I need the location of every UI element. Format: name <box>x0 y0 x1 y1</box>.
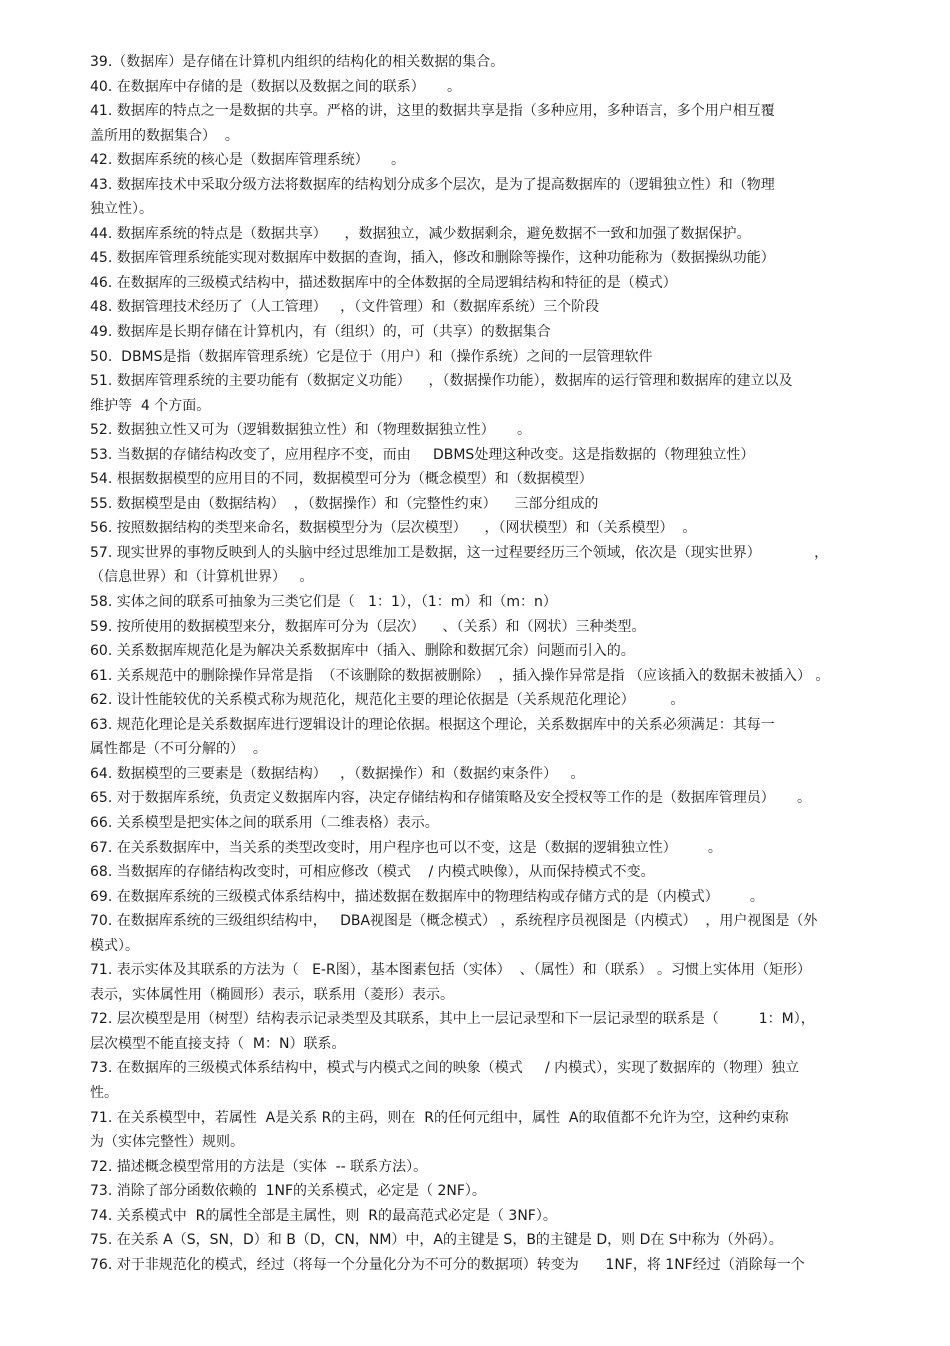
text-line: 61. 关系规范中的删除操作异常是指 （不该删除的数据被删除） ，插入操作异常是指 （应该插入的数据未被插入） 。 <box>90 667 830 684</box>
text-line: 45. 数据库管理系统能实现对数据库中数据的查询，插入，修改和删除等操作，这种功能称为（数据操纵功能） <box>90 250 775 267</box>
text-line: 模式）。 <box>90 937 139 954</box>
text-line: 42. 数据库系统的核心是（数据库管理系统） 。 <box>90 152 405 169</box>
text-line: 71. 表示实体及其联系的方法为（ E-R图），基本图素包括（实体） 、（属性）和（联系） 。习惯上实体用（矩形） <box>90 962 812 979</box>
text-line: 52. 数据独立性又可为（逻辑数据独立性）和（物理数据独立性） 。 <box>90 422 531 439</box>
text-line: 49. 数据库是长期存储在计算机内，有（组织）的，可（共享）的数据集合 <box>90 324 551 341</box>
text-line: 65. 对于数据库系统，负责定义数据库内容，决定存储结构和存储策略及安全授权等工作的是（数据库管理员） 。 <box>90 790 811 807</box>
text-line: 为（实体完整性）规则。 <box>90 1134 244 1151</box>
text-line: 43. 数据库技术中采取分级方法将数据库的结构划分成多个层次，是为了提高数据库的（逻辑独立性）和（物理 <box>90 176 775 193</box>
text-line: 41. 数据库的特点之一是数据的共享。严格的讲，这里的数据共享是指（多种应用，多种语言，多个用户相互覆 <box>90 103 775 120</box>
text-line: 72. 描述概念模型常用的方法是（实体 -- 联系方法）。 <box>90 1158 428 1175</box>
text-line: 62. 设计性能较优的关系模式称为规范化，规范化主要的理论依据是（关系规范化理论） 。 <box>90 692 685 709</box>
text-line: 层次模型不能直接支持（ M：N）联系。 <box>90 1035 346 1052</box>
text-line: 68. 当数据库的存储结构改变时，可相应修改（模式 / 内模式映像），从而保持模式不变。 <box>90 864 655 881</box>
text-line: 51. 数据库管理系统的主要功能有（数据定义功能） ，（数据操作功能），数据库的运行管理和数据库的建立以及 <box>90 373 793 390</box>
text-line: （信息世界）和（计算机世界） 。 <box>90 569 314 586</box>
text-line: 表示，实体属性用（椭圆形）表示，联系用（菱形）表示。 <box>90 986 454 1003</box>
text-line: 66. 关系模型是把实体之间的联系用（二维表格）表示。 <box>90 814 439 831</box>
text-line: 性。 <box>90 1084 118 1101</box>
text-line: 59. 按所使用的数据模型来分，数据库可分为（层次） 、（关系）和（网状）三种类型。 <box>90 618 646 635</box>
text-line: 48. 数据管理技术经历了（人工管理） ，（文件管理）和（数据库系统）三个阶段 <box>90 299 600 316</box>
text-line: 独立性）。 <box>90 201 153 218</box>
text-line: 39.（数据库）是存储在计算机内组织的结构化的相关数据的集合。 <box>90 54 505 70</box>
text-line: 55. 数据模型是由（数据结构） ，（数据操作）和（完整性约束） 三部分组成的 <box>90 495 599 512</box>
text-line: 57. 现实世界的事物反映到人的头脑中经过思维加工是数据，这一过程要经历三个领域，依次是（现实世界） ， <box>90 544 829 561</box>
text-line: 72. 层次模型是用（树型）结构表示记录类型及其联系，其中上一层记录型和下一层记录型的联系是（ 1：M）， <box>90 1011 815 1028</box>
text-line: 44. 数据库系统的特点是（数据共享） ，数据独立，减少数据剩余，避免数据不一致和加强了数据保护。 <box>90 225 751 242</box>
text-line: 属性都是（不可分解的） 。 <box>90 741 267 758</box>
text-line: 53. 当数据的存储结构改变了，应用程序不变，而由 DBMS处理这种改变。这是指数据的（物理独立性） <box>90 446 755 463</box>
text-line: 74. 关系模式中 R的属性全部是主属性，则 R的最高范式必定是（ 3NF）。 <box>90 1207 557 1224</box>
text-line: 56. 按照数据结构的类型来命名，数据模型分为（层次模型） ，（网状模型）和（关系模型） 。 <box>90 520 697 537</box>
text-line: 67. 在关系数据库中，当关系的类型改变时，用户程序也可以不变，这是（数据的逻辑独立性） 。 <box>90 839 722 856</box>
text-line: 63. 规范化理论是关系数据库进行逻辑设计的理论依据。根据这个理论，关系数据库中的关系必须满足：其每一 <box>90 716 775 733</box>
text-line: 54. 根据数据模型的应用目的不同，数据模型可分为（概念模型）和（数据模型） <box>90 471 593 488</box>
document-body <box>90 50 900 1277</box>
text-line: 71. 在关系模型中，若属性 A是关系 R的主码，则在 R的任何元组中，属性 A的取值都不允许为空，这种约束称 <box>90 1109 789 1126</box>
text-line: 58. 实体之间的联系可抽象为三类它们是（ 1：1），（1：m）和（m：n） <box>90 594 557 611</box>
text-line: 76. 对于非规范化的模式，经过（将每一个分量化分为不可分的数据项）转变为 1NF，将 1NF经过（消除每一个 <box>90 1256 805 1273</box>
text-line: 60. 关系数据库规范化是为解决关系数据库中（插入、删除和数据冗余）问题而引入的。 <box>90 643 635 660</box>
text-line: 50. DBMS是指（数据库管理系统）它是位于（用户）和（操作系统）之间的一层管理软件 <box>90 348 653 365</box>
text-line: 64. 数据模型的三要素是（数据结构） ，（数据操作）和（数据约束条件） 。 <box>90 765 585 782</box>
text-line: 盖所用的数据集合） 。 <box>90 127 239 144</box>
text-line: 69. 在数据库系统的三级模式体系结构中，描述数据在数据库中的物理结构或存储方式的是（内模式） 。 <box>90 888 764 905</box>
text-line: 73. 消除了部分函数依赖的 1NF的关系模式，必定是（ 2NF）。 <box>90 1183 486 1200</box>
text-line: 73. 在数据库的三级模式体系结构中，模式与内模式之间的映象（模式 / 内模式），实现了数据库的（物理）独立 <box>90 1060 800 1077</box>
text-line: 75. 在关系 A（S，SN，D）和 B（D，CN，NM）中，A的主键是 S，B的主键是 D，则 D在 S中称为（外码）。 <box>90 1232 783 1249</box>
text-line: 40. 在数据库中存储的是（数据以及数据之间的联系） 。 <box>90 78 461 95</box>
text-line: 维护等 4 个方面。 <box>90 397 211 414</box>
text-line: 46. 在数据库的三级模式结构中，描述数据库中的全体数据的全局逻辑结构和特征的是（模式） <box>90 274 677 291</box>
text-line: 70. 在数据库系统的三级组织结构中， DBA视图是（概念模式） ，系统程序员视图是（内模式） ，用户视图是（外 <box>90 913 818 930</box>
